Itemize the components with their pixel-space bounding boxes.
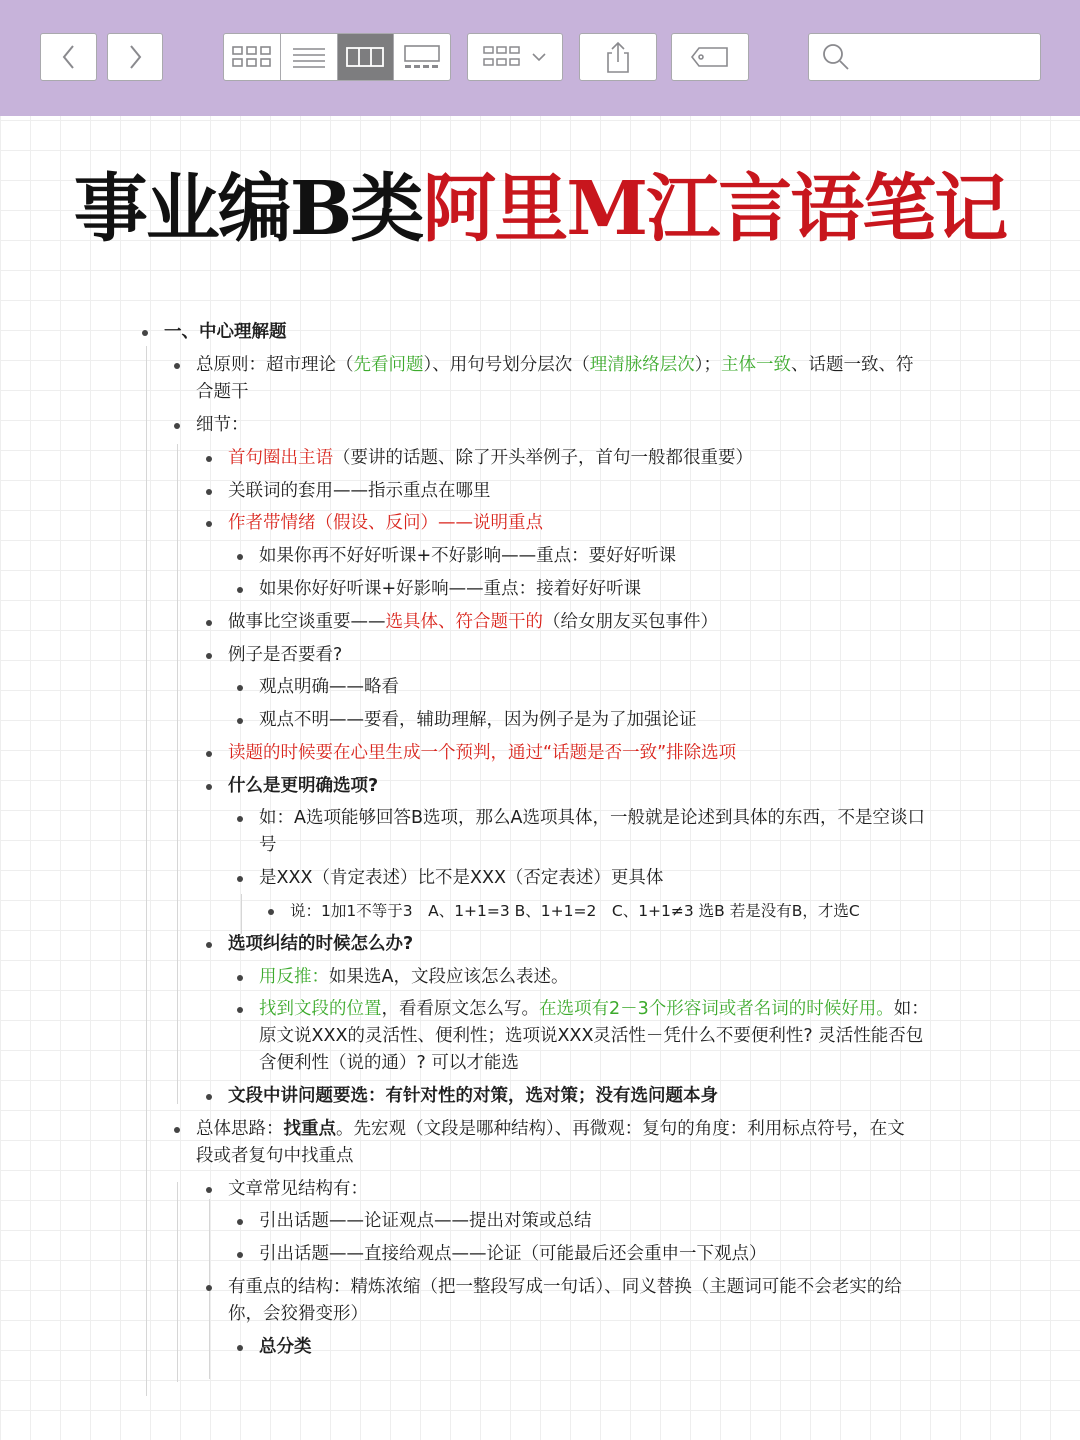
view-list-button[interactable] <box>281 34 338 80</box>
text-run: ，看看原文怎么写。 <box>381 999 539 1019</box>
bullet-icon <box>206 456 212 462</box>
text-run: 如：原文说XXX的灵活性、便利性；选项说XXX灵活性－凭什么不要便利性? 灵活性能否包含便利性（说的通）? 可以才能选 <box>259 999 929 1073</box>
chevron-right-icon <box>125 42 145 72</box>
item-text <box>228 510 928 537</box>
text-run: 找重点 <box>283 1119 336 1139</box>
text-run: （给女朋友买包事件） <box>543 612 718 632</box>
item-text <box>259 576 929 603</box>
text-run: 总体思路： <box>196 1119 284 1139</box>
bullet-icon <box>237 975 243 981</box>
bullet-icon <box>206 620 212 626</box>
text-run: 如果你再不好好听课+不好影响——重点：要好好听课 <box>259 546 677 566</box>
outline-item <box>196 352 916 406</box>
item-text <box>228 1274 928 1328</box>
outline-item <box>196 1116 916 1170</box>
chevron-down-icon <box>530 50 548 64</box>
item-text <box>259 996 929 1077</box>
outline-item <box>259 964 929 991</box>
outline-item <box>259 805 929 859</box>
text-run: 首句圈出主语 <box>228 448 333 468</box>
grid-icon <box>231 44 273 70</box>
bullet-icon <box>237 718 243 724</box>
search-field[interactable] <box>808 33 1041 81</box>
outline-item <box>228 1176 928 1203</box>
window-toolbar <box>0 0 1080 116</box>
bullet-icon <box>206 784 212 790</box>
text-run: 主体一致 <box>721 355 791 375</box>
text-run: 文章常见结构有： <box>228 1179 368 1199</box>
bullet-icon <box>174 423 180 429</box>
item-text <box>259 707 929 734</box>
item-text <box>196 412 916 439</box>
guide-line-l4 <box>241 894 242 934</box>
outline-item <box>228 642 928 669</box>
text-run: 理清脉络层次 <box>589 355 695 375</box>
view-gallery-button[interactable] <box>394 34 450 80</box>
outline-item <box>228 740 928 767</box>
outline-item <box>228 931 928 958</box>
bullet-icon <box>206 1094 212 1100</box>
outline-item <box>290 898 930 925</box>
outline-item <box>228 773 928 800</box>
outline-item <box>228 1274 928 1328</box>
item-text <box>259 1334 929 1361</box>
outline-item <box>228 478 928 505</box>
text-run: 文段中讲问题要选：有针对性的对策，选对策；没有选问题本身 <box>228 1086 718 1106</box>
text-run: ）； <box>694 355 721 375</box>
page-title <box>0 150 1080 256</box>
bullet-icon <box>268 909 274 915</box>
text-run: 做事比空谈重要—— <box>228 612 386 632</box>
title-part-2: 阿里M江言语笔记 <box>422 166 1007 252</box>
text-run: 说：1加1不等于3 A、1+1=3 B、1+1=2 C、1+1≠3 选B 若是没有B，才选C <box>290 902 860 920</box>
text-run: 例子是否要看? <box>228 645 343 665</box>
bullet-icon <box>237 685 243 691</box>
item-text <box>228 478 928 505</box>
columns-icon <box>345 45 385 69</box>
bullet-icon <box>206 489 212 495</box>
outline-item <box>196 412 916 439</box>
item-text <box>228 740 928 767</box>
bullet-icon <box>206 1187 212 1193</box>
outline-item <box>259 576 929 603</box>
bullet-icon <box>206 653 212 659</box>
view-icons-button[interactable] <box>224 34 281 80</box>
outline-item <box>259 1334 929 1361</box>
bullet-icon <box>237 554 243 560</box>
item-text <box>196 352 916 406</box>
text-run: 选具体、符合题干的 <box>385 612 543 632</box>
item-text <box>164 319 924 346</box>
text-run: 是XXX（肯定表述）比不是XXX（否定表述）更具体 <box>259 868 664 888</box>
guide-line-l1 <box>146 346 147 1396</box>
outline-item <box>164 319 924 346</box>
text-run: 如果选A，文段应该怎么表述。 <box>329 967 569 987</box>
item-text <box>259 1208 929 1235</box>
outline-item <box>259 865 929 892</box>
chevron-left-icon <box>59 42 79 72</box>
bullet-icon <box>174 1127 180 1133</box>
tag-icon <box>690 45 730 69</box>
item-text <box>228 1176 928 1203</box>
outline-item <box>259 707 929 734</box>
text-run: 、话题一致、符合题干 <box>196 355 914 402</box>
share-icon <box>603 40 633 74</box>
item-text <box>259 674 929 701</box>
bullet-icon <box>237 876 243 882</box>
item-text <box>259 964 929 991</box>
view-mode-group <box>223 33 451 81</box>
tag-button[interactable] <box>671 33 749 81</box>
group-by-button[interactable] <box>467 33 563 81</box>
text-run: 如果你好好听课+好影响——重点：接着好好听课 <box>259 579 642 599</box>
item-text <box>228 1083 928 1110</box>
text-run: 有重点的结构：精炼浓缩（把一整段写成一句话）、同义替换（主题词可能不会老实的给你，会狡猾变形） <box>228 1277 902 1324</box>
text-run: 。先宏观（文段是哪种结构）、再微观：复句的角度：利用标点符号，在文段或者复句中找重点 <box>196 1119 905 1166</box>
group-grid-icon <box>482 44 522 70</box>
item-text <box>228 773 928 800</box>
bullet-icon <box>237 587 243 593</box>
item-text <box>259 865 929 892</box>
title-part-1: 事业编B类 <box>73 166 423 252</box>
outline-item <box>228 510 928 537</box>
bullet-icon <box>206 942 212 948</box>
text-run: 如：A选项能够回答B选项，那么A选项具体，一般就是论述到具体的东西，不是空谈口号 <box>259 808 925 855</box>
text-run: 总分类 <box>259 1337 312 1357</box>
text-run: 总原则：超市理论（ <box>196 355 354 375</box>
bullet-icon <box>142 330 148 336</box>
outline-item <box>259 543 929 570</box>
bullet-icon <box>206 521 212 527</box>
text-run: 什么是更明确选项? <box>228 776 379 796</box>
text-run: ）、用句号划分层次（ <box>423 355 590 375</box>
text-run: 引出话题——论证观点——提出对策或总结 <box>259 1211 592 1231</box>
guide-line-l2b <box>177 1182 178 1382</box>
text-run: 作者带情绪（假设、反问）——说明重点 <box>228 513 543 533</box>
bullet-icon <box>174 363 180 369</box>
item-text <box>259 1241 929 1268</box>
text-run: 找到文段的位置 <box>259 999 382 1019</box>
item-text <box>228 931 928 958</box>
item-text <box>290 898 930 925</box>
text-run: 细节： <box>196 415 249 435</box>
text-run: 观点明确——略看 <box>259 677 399 697</box>
outline-item <box>259 674 929 701</box>
item-text <box>259 805 929 859</box>
gallery-icon <box>402 44 442 70</box>
text-run: 观点不明——要看，辅助理解，因为例子是为了加强论证 <box>259 710 697 730</box>
item-text <box>259 543 929 570</box>
outline-item <box>228 609 928 636</box>
item-text <box>228 642 928 669</box>
forward-button[interactable] <box>107 33 163 81</box>
item-text <box>196 1116 916 1170</box>
outline-item <box>228 445 928 472</box>
text-run: 读题的时候要在心里生成一个预判，通过“话题是否一致”排除选项 <box>228 743 737 763</box>
outline-notes <box>130 314 940 1384</box>
text-run: 关联词的套用——指示重点在哪里 <box>228 481 491 501</box>
bullet-icon <box>206 751 212 757</box>
outline-item <box>259 1208 929 1235</box>
view-columns-button[interactable] <box>338 34 395 80</box>
item-text <box>228 445 928 472</box>
bullet-icon <box>237 1252 243 1258</box>
outline-item <box>228 1083 928 1110</box>
item-text <box>228 609 928 636</box>
bullet-icon <box>237 1007 243 1013</box>
text-run: 在选项有2－3个形容词或者名词的时候好用。 <box>539 999 894 1019</box>
text-run: 选项纠结的时候怎么办? <box>228 934 414 954</box>
text-run: （要讲的话题、除了开头举例子，首句一般都很重要） <box>333 448 753 468</box>
share-button[interactable] <box>579 33 657 81</box>
outline-item <box>259 996 929 1077</box>
outline-item <box>259 1241 929 1268</box>
text-run: 一、中心理解题 <box>164 322 287 342</box>
back-button[interactable] <box>40 33 97 81</box>
bullet-icon <box>237 1345 243 1351</box>
bullet-icon <box>237 1219 243 1225</box>
bullet-icon <box>237 816 243 822</box>
bullet-icon <box>206 1285 212 1291</box>
text-run: 先看问题 <box>353 355 424 375</box>
text-run: 用反推： <box>259 967 329 987</box>
list-icon <box>291 45 327 69</box>
text-run: 引出话题——直接给观点——论证（可能最后还会重申一下观点） <box>259 1244 767 1264</box>
search-icon <box>821 42 851 72</box>
guide-line-l2 <box>177 444 178 1104</box>
